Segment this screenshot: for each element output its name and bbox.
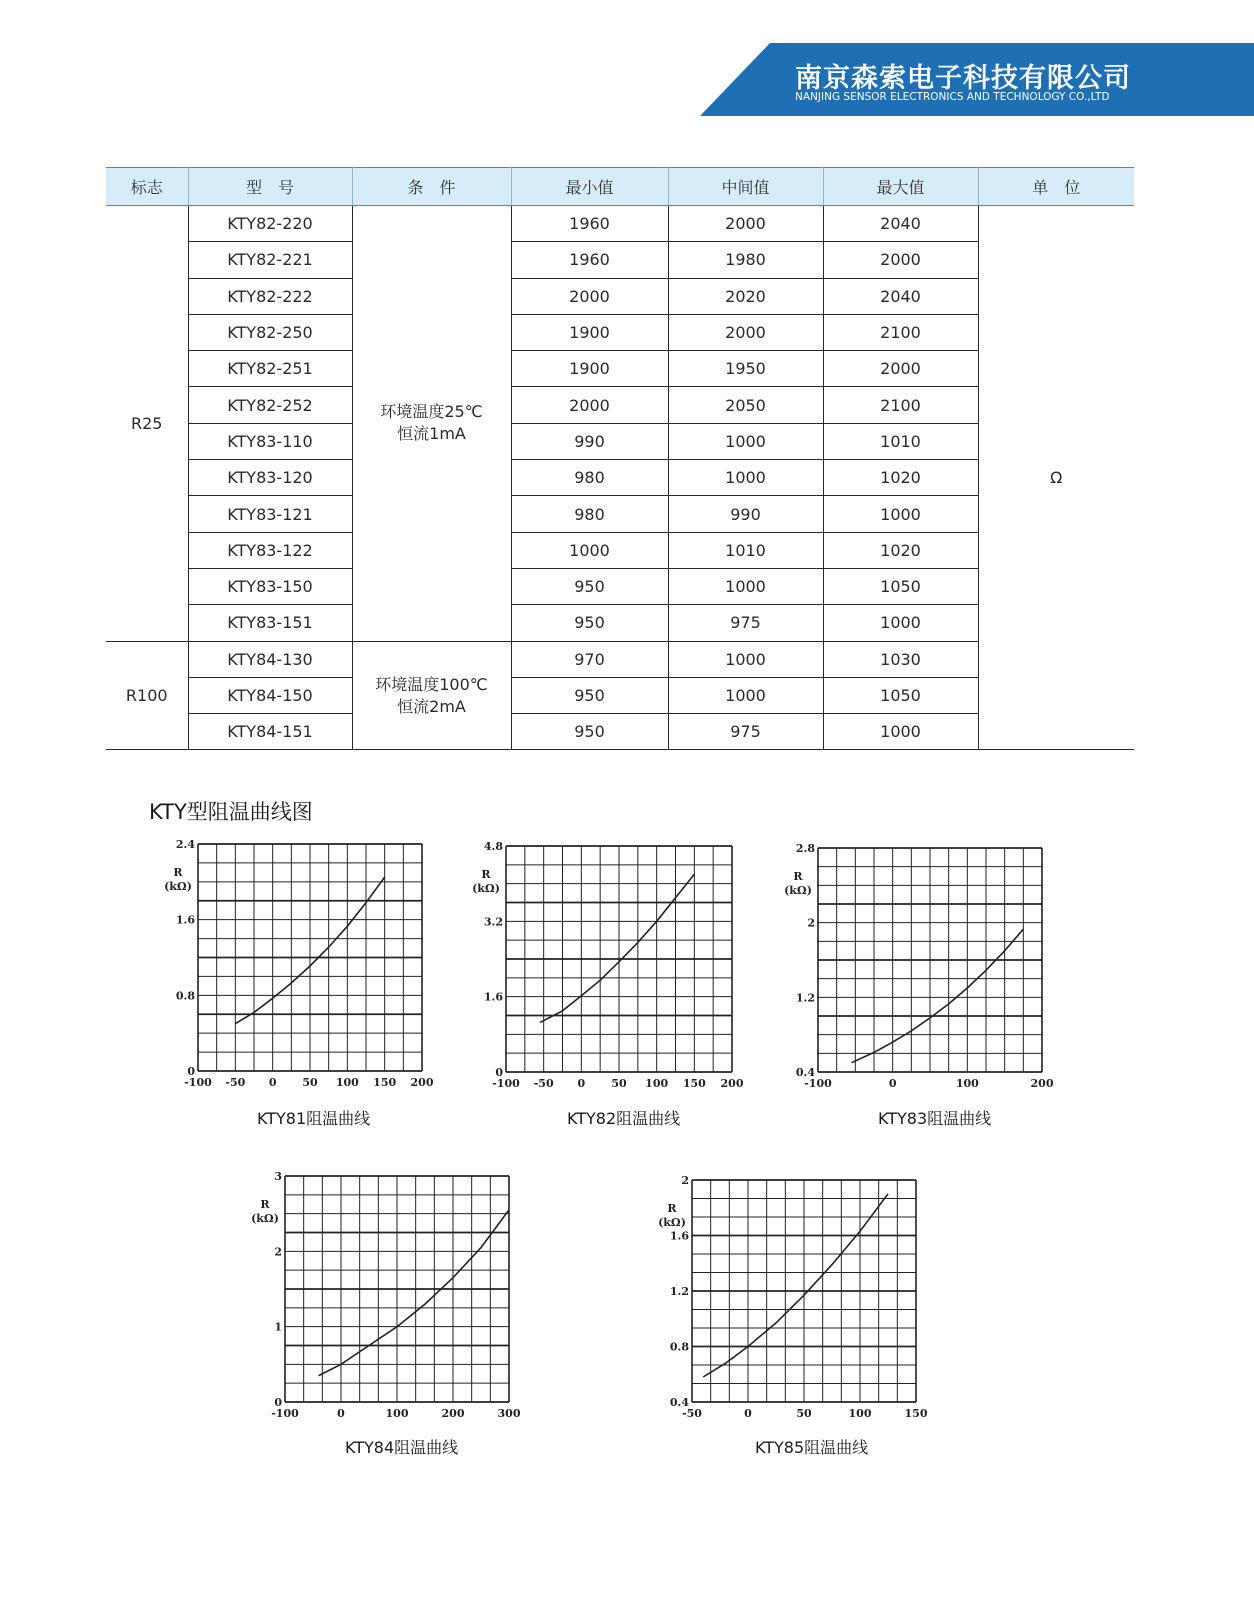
y-tick-label: 0.8 xyxy=(669,1340,689,1354)
y-tick-label: 0.4 xyxy=(795,1066,815,1079)
mid-cell: 975 xyxy=(668,605,823,641)
y-tick-label: 0.4 xyxy=(669,1396,689,1409)
x-tick-label: 150 xyxy=(682,1077,706,1090)
chart-caption-kty83: KTY83阻温曲线 xyxy=(878,1109,992,1128)
x-tick-label: -50 xyxy=(225,1076,246,1089)
mid-cell: 2050 xyxy=(668,387,823,423)
symbol-cell: R100 xyxy=(106,641,188,750)
min-cell: 950 xyxy=(511,605,668,641)
min-cell: 980 xyxy=(511,460,668,496)
min-cell: 2000 xyxy=(511,387,668,423)
x-tick-label: -100 xyxy=(804,1077,832,1090)
x-tick-label: 100 xyxy=(848,1407,872,1420)
model-cell: KTY83-110 xyxy=(188,423,352,459)
mid-cell: 1000 xyxy=(668,423,823,459)
min-cell: 980 xyxy=(511,496,668,532)
y-tick-label: 1 xyxy=(274,1320,282,1334)
y-axis-unit: (kΩ) xyxy=(658,1216,686,1229)
min-cell: 1000 xyxy=(511,532,668,568)
chart-kty85 xyxy=(652,1172,942,1434)
min-cell: 1960 xyxy=(511,242,668,278)
model-cell: KTY82-222 xyxy=(188,278,352,314)
header-symbol: 标志 xyxy=(106,168,188,206)
unit-cell: Ω xyxy=(978,206,1134,750)
max-cell: 2000 xyxy=(823,242,978,278)
company-name-cn: 南京森索电子科技有限公司 xyxy=(795,63,1131,94)
x-tick-label: 0 xyxy=(744,1407,752,1420)
x-tick-label: 100 xyxy=(335,1076,359,1089)
max-cell: 2100 xyxy=(823,387,978,423)
condition-cell xyxy=(352,641,511,750)
x-tick-label: -100 xyxy=(184,1076,212,1089)
max-cell: 1010 xyxy=(823,423,978,459)
max-cell: 2040 xyxy=(823,278,978,314)
y-tick-label: 2.4 xyxy=(175,838,195,851)
curves-heading: KTY型阻温曲线图 xyxy=(149,800,313,824)
model-cell: KTY83-150 xyxy=(188,568,352,604)
model-cell: KTY83-121 xyxy=(188,496,352,532)
model-cell: KTY84-150 xyxy=(188,677,352,713)
max-cell: 1000 xyxy=(823,714,978,750)
min-cell: 950 xyxy=(511,714,668,750)
y-tick-label: 1.6 xyxy=(483,990,503,1004)
y-tick-label: 1.2 xyxy=(669,1285,689,1298)
y-tick-label: 3 xyxy=(274,1170,282,1183)
max-cell: 1000 xyxy=(823,605,978,641)
model-cell: KTY83-151 xyxy=(188,605,352,641)
y-tick-label: 1.6 xyxy=(669,1229,689,1243)
table-row xyxy=(106,206,1134,242)
y-tick-label: 1.2 xyxy=(795,991,815,1005)
max-cell: 1020 xyxy=(823,460,978,496)
header-unit: 单 位 xyxy=(978,168,1134,206)
mid-cell: 1950 xyxy=(668,351,823,387)
min-cell: 950 xyxy=(511,677,668,713)
mid-cell: 975 xyxy=(668,714,823,750)
y-tick-label: 2.8 xyxy=(795,842,815,855)
x-tick-label: 50 xyxy=(611,1077,627,1090)
x-tick-label: 200 xyxy=(1030,1077,1054,1090)
min-cell: 990 xyxy=(511,423,668,459)
max-cell: 2000 xyxy=(823,351,978,387)
min-cell: 1900 xyxy=(511,351,668,387)
y-axis-label: R xyxy=(260,1198,270,1211)
mid-cell: 1000 xyxy=(668,641,823,677)
x-tick-label: 300 xyxy=(497,1407,521,1420)
mid-cell: 1000 xyxy=(668,460,823,496)
mid-cell: 2000 xyxy=(668,314,823,350)
y-tick-label: 0.8 xyxy=(175,989,195,1003)
max-cell: 2100 xyxy=(823,314,978,350)
spec-table xyxy=(106,167,1134,750)
table-body xyxy=(106,206,1134,750)
mid-cell: 2000 xyxy=(668,206,823,242)
y-tick-label: 0 xyxy=(495,1066,503,1079)
y-tick-label: 3.2 xyxy=(483,915,503,929)
mid-cell: 990 xyxy=(668,496,823,532)
max-cell: 1030 xyxy=(823,641,978,677)
mid-cell: 1000 xyxy=(668,677,823,713)
header-condition: 条 件 xyxy=(352,168,511,206)
model-cell: KTY82-252 xyxy=(188,387,352,423)
header-model: 型 号 xyxy=(188,168,352,206)
min-cell: 2000 xyxy=(511,278,668,314)
y-tick-label: 0 xyxy=(187,1065,195,1078)
condition-line: 环境温度100℃ xyxy=(375,674,488,694)
chart-caption-kty82: KTY82阻温曲线 xyxy=(567,1109,681,1128)
series-line xyxy=(852,929,1024,1062)
x-tick-label: -100 xyxy=(492,1077,520,1090)
chart-caption-kty84: KTY84阻温曲线 xyxy=(345,1438,459,1457)
min-cell: 1900 xyxy=(511,314,668,350)
x-tick-label: 200 xyxy=(410,1076,434,1089)
mid-cell: 1010 xyxy=(668,532,823,568)
header-min: 最小值 xyxy=(511,168,668,206)
x-tick-label: 50 xyxy=(796,1407,812,1420)
company-name-en: NANJING SENSOR ELECTRONICS AND TECHNOLOGY CO.,LTD xyxy=(795,91,1110,103)
x-tick-label: -50 xyxy=(682,1407,702,1420)
chart-kty84 xyxy=(245,1168,530,1433)
condition-line: 恒流2mA xyxy=(397,696,466,716)
chart-svg xyxy=(160,838,440,1108)
max-cell: 1000 xyxy=(823,496,978,532)
model-cell: KTY82-220 xyxy=(188,206,352,242)
x-tick-label: 100 xyxy=(645,1077,669,1090)
max-cell: 2040 xyxy=(823,206,978,242)
min-cell: 970 xyxy=(511,641,668,677)
chart-caption-kty85: KTY85阻温曲线 xyxy=(755,1438,869,1457)
y-axis-label: R xyxy=(667,1202,677,1215)
x-tick-label: 150 xyxy=(904,1407,928,1420)
model-cell: KTY82-251 xyxy=(188,351,352,387)
model-cell: KTY84-151 xyxy=(188,714,352,750)
mid-cell: 1000 xyxy=(668,568,823,604)
mid-cell: 2020 xyxy=(668,278,823,314)
y-axis-unit: (kΩ) xyxy=(164,880,192,893)
table-header-row xyxy=(106,168,1134,206)
chart-svg xyxy=(652,1172,942,1434)
y-tick-label: 2 xyxy=(807,916,815,930)
y-axis-label: R xyxy=(793,870,803,883)
y-axis-unit: (kΩ) xyxy=(251,1212,279,1225)
chart-caption-kty81: KTY81阻温曲线 xyxy=(257,1109,371,1128)
condition-line: 环境温度25℃ xyxy=(380,402,483,422)
y-tick-label: 2 xyxy=(681,1174,689,1187)
x-tick-label: 150 xyxy=(373,1076,397,1089)
x-tick-label: 0 xyxy=(888,1077,897,1090)
x-tick-label: 0 xyxy=(577,1077,586,1090)
chart-svg xyxy=(778,840,1068,1110)
max-cell: 1050 xyxy=(823,677,978,713)
x-tick-label: 50 xyxy=(302,1076,318,1089)
mid-cell: 1980 xyxy=(668,242,823,278)
chart-kty82 xyxy=(468,840,753,1110)
header-banner xyxy=(0,0,1254,130)
max-cell: 1020 xyxy=(823,532,978,568)
symbol-cell: R25 xyxy=(106,206,188,642)
y-tick-label: 2 xyxy=(274,1245,282,1259)
series-line xyxy=(319,1210,509,1376)
chart-svg xyxy=(468,840,753,1110)
chart-kty81 xyxy=(160,838,440,1108)
model-cell: KTY84-130 xyxy=(188,641,352,677)
min-cell: 1960 xyxy=(511,206,668,242)
x-tick-label: 0 xyxy=(268,1076,277,1089)
y-axis-unit: (kΩ) xyxy=(784,884,812,897)
condition-line: 恒流1mA xyxy=(397,424,466,444)
header-mid: 中间值 xyxy=(668,168,823,206)
y-tick-label: 4.8 xyxy=(483,840,503,853)
model-cell: KTY82-221 xyxy=(188,242,352,278)
y-axis-unit: (kΩ) xyxy=(472,882,500,895)
x-tick-label: -100 xyxy=(271,1407,299,1420)
x-tick-label: -50 xyxy=(533,1077,554,1090)
condition-cell xyxy=(352,206,511,642)
x-tick-label: 100 xyxy=(955,1077,979,1090)
x-tick-label: 100 xyxy=(385,1407,409,1420)
max-cell: 1050 xyxy=(823,568,978,604)
model-cell: KTY83-120 xyxy=(188,460,352,496)
series-line xyxy=(540,874,694,1022)
y-tick-label: 1.6 xyxy=(175,913,195,927)
x-tick-label: 0 xyxy=(337,1407,345,1420)
x-tick-label: 200 xyxy=(720,1077,744,1090)
model-cell: KTY83-122 xyxy=(188,532,352,568)
y-tick-label: 0 xyxy=(274,1396,282,1409)
model-cell: KTY82-250 xyxy=(188,314,352,350)
min-cell: 950 xyxy=(511,568,668,604)
y-axis-label: R xyxy=(173,866,183,879)
chart-svg xyxy=(245,1168,530,1433)
x-tick-label: 200 xyxy=(441,1407,465,1420)
header-max: 最大值 xyxy=(823,168,978,206)
chart-kty83 xyxy=(778,840,1068,1110)
y-axis-label: R xyxy=(481,868,491,881)
